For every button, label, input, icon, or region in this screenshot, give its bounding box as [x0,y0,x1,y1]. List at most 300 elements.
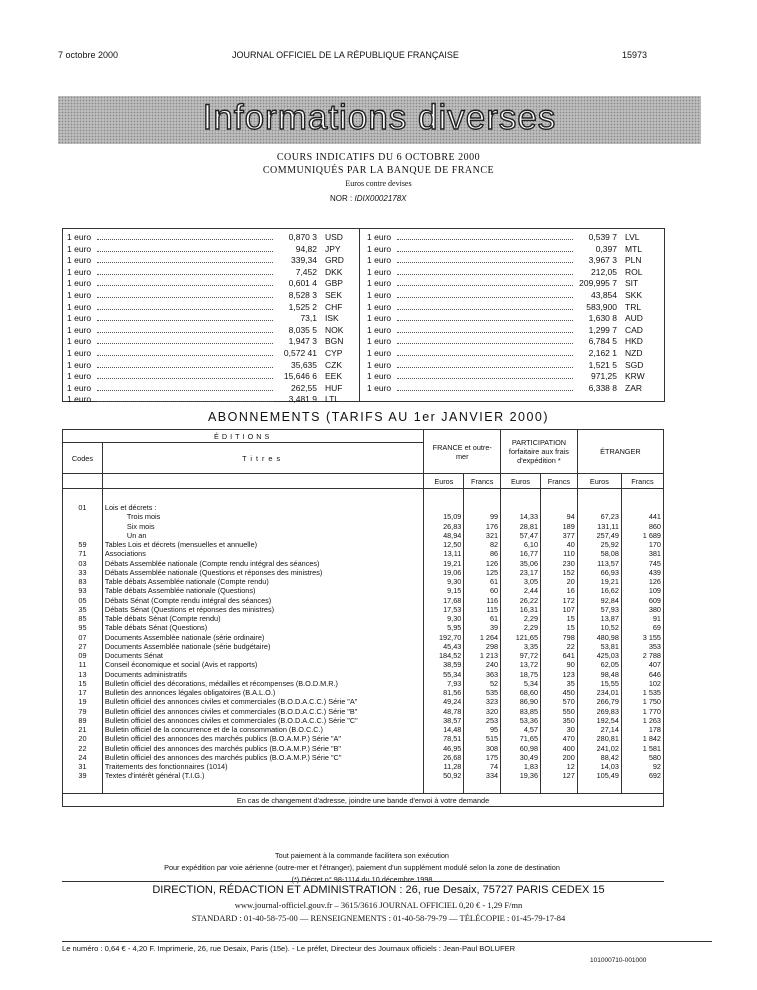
direction-address: DIRECTION, RÉDACTION ET ADMINISTRATION : 26, rue Desaix, 75727 PARIS CEDEX 15 [152,884,605,896]
column-divider [359,229,360,401]
price-cell: 97,72 [519,651,539,660]
euros-subheader: Euros [501,474,541,489]
header-journal-title: JOURNAL OFFICIEL DE LA RÉPUBLIQUE FRANÇAISE [232,50,459,60]
price-cell: 98,48 [600,669,619,679]
price-cell: 38,59 [443,660,462,670]
price-cell: 1 581 [642,743,661,753]
exchange-rate-row [67,302,357,314]
rate-label: 1 euro [367,255,392,266]
price-cell: 17,68 [443,595,462,605]
price-cell: 20 [566,577,575,586]
price-cell: 13,72 [519,660,539,670]
exchange-rate-row [67,394,357,406]
subscription-title: Trois mois [126,512,161,522]
price-cell: 363 [485,669,499,679]
rate-value: 583,900 [586,301,617,312]
subscription-code: 11 [78,660,87,670]
exchange-rate-row [67,325,357,337]
price-cell: 240 [485,660,499,670]
price-cell: 126 [485,558,499,568]
exchange-rate-row [367,278,657,290]
rate-value: 0,397 [595,243,617,254]
currency-code: CAD [625,324,643,335]
rate-label: 1 euro [367,347,392,358]
currency-code: HKD [625,336,643,347]
price-cell: 69 [652,623,661,633]
dot-leader [97,332,273,333]
exchange-rate-row [367,255,657,267]
price-cell: 16 [566,586,575,596]
subscription-code: 83 [78,577,87,586]
subscription-code: 95 [78,623,87,633]
exchange-rate-row [367,313,657,325]
price-cell: 308 [485,743,499,753]
price-cell: 121,65 [515,632,539,642]
price-cell: 692 [648,771,661,781]
price-cell: 192,70 [439,632,462,642]
subscription-code: 20 [78,734,87,744]
dot-leader [97,355,273,356]
subscription-code: 21 [78,725,87,734]
rate-value: 0,539 7 [588,232,617,242]
price-cell: 67,23 [600,512,619,522]
price-cell: 646 [648,669,661,679]
price-cell [426,503,461,512]
subscription-code: 33 [78,567,87,577]
price-cell: 81,56 [443,688,462,697]
price-cell: 78,51 [443,734,462,744]
price-cell: 107 [562,604,575,614]
price-cell: 470 [562,734,575,744]
subscription-title: Tables Lois et décrets (mensuelles et annuelle) [104,540,258,549]
exchange-rate-row [367,244,657,256]
price-cell: 745 [648,558,661,568]
price-cell: 61 [489,577,499,586]
subscription-code: 39 [78,771,87,781]
currency-code: NZD [625,347,643,358]
price-cell: 1 263 [642,715,661,725]
subscription-title: Table débats Sénat (Compte rendu) [104,614,221,623]
dot-leader [397,390,573,391]
subscription-code: 35 [78,604,87,614]
rate-label: 1 euro [67,278,92,289]
currency-code: EEK [325,371,343,382]
price-cell: 170 [648,540,661,549]
exchange-rate-row [367,232,657,244]
price-cell: 14,48 [443,725,462,734]
subscription-title: Un an [126,530,147,540]
price-cell: 172 [562,595,575,605]
rate-value: 94,82 [295,243,317,254]
price-cell: 39 [489,623,499,633]
price-cell [466,503,498,512]
payment-note-2: Pour expédition par voie aérienne (outre-mer et l'étranger), paiement d'un supplément modulé selon la zone de destination [164,863,560,872]
subscription-title: Bulletin officiel des annonces civiles et commerciales (B.O.D.A.C.C.) Série "B" [104,706,358,716]
nor-reference [330,194,407,203]
price-cell: 570 [562,697,575,707]
price-cell: 535 [485,688,499,697]
subscription-title: Bulletin officiel des annonces des marchés publics (B.O.A.M.P.) Série "A" [104,734,342,744]
rate-label: 1 euro [67,394,92,405]
exchange-rate-row [67,232,357,244]
dot-leader [97,320,273,321]
exchange-rate-row [67,290,357,302]
currency-code: KRW [625,371,645,382]
price-cell: 99 [489,512,499,522]
france-header: FRANCE et outre-mer [424,430,501,474]
price-cell: 110 [563,549,575,559]
price-cell: 1 264 [479,632,499,642]
subscriptions-table [62,429,664,807]
price-cell: 131,11 [597,521,619,531]
rate-value: 1,947 3 [288,336,317,347]
price-cell: 18,75 [519,669,539,679]
price-cell: 439 [648,567,661,577]
price-cell: 641 [562,651,575,660]
subscription-code: 31 [78,762,87,771]
price-cell: 13,11 [443,549,462,559]
price-cell: 13,87 [600,614,619,623]
currency-code: DKK [325,266,343,277]
price-cell: 28,81 [519,521,539,531]
currency-code: ROL [625,266,643,277]
subscription-title: Table débats Sénat (Questions) [104,623,208,633]
price-cell: 1 213 [479,651,499,660]
price-cell: 7,93 [447,678,462,688]
price-cell: 35 [566,678,575,688]
subscription-code: 15 [78,678,87,688]
rate-label: 1 euro [67,313,92,324]
price-cell: 19,06 [443,567,462,577]
dot-leader [97,378,273,379]
rate-label: 1 euro [67,301,92,312]
dot-leader [97,239,273,240]
price-cell: 15,09 [443,512,462,522]
price-cell: 15 [566,623,575,633]
price-cell [580,503,619,512]
dot-leader [97,285,273,286]
currency-code: PLN [625,255,642,266]
subscription-title: Table débats Assemblée nationale (Questions) [104,586,256,596]
price-cell: 1 750 [642,697,661,707]
exchange-rate-row [367,325,657,337]
rate-value: 262,55 [291,382,317,393]
dot-leader [97,367,273,368]
rate-label: 1 euro [367,324,392,335]
rate-value: 15,646 6 [283,371,317,382]
price-cell: 125 [485,567,499,577]
price-cell: 91 [652,614,661,623]
price-cell: 23,17 [519,567,539,577]
rate-label: 1 euro [367,289,392,300]
rate-value: 0,870 3 [288,232,317,242]
price-cell: 176 [485,521,499,531]
price-cell: 1,83 [523,762,539,771]
price-cell: 38,57 [443,715,462,725]
subscription-title: Bulletin des annonces légales obligatoires (B.A.L.O.) [104,688,276,697]
dot-leader [397,262,573,263]
dot-leader [397,367,573,368]
subscription-title: Bulletin officiel des annonces des marchés publics (B.O.A.M.P.) Série "C" [104,752,342,762]
price-cell: 184,52 [439,651,462,660]
rate-value: 339,34 [291,255,317,266]
header-page-number: 15973 [622,50,648,60]
currency-code: CZK [325,359,342,370]
rate-label: 1 euro [67,336,92,347]
price-cell [624,503,661,512]
exchange-rate-row [67,244,357,256]
price-cell: 152 [562,567,575,577]
currency-code: ZAR [625,382,642,393]
price-cell: 189 [562,521,575,531]
price-cell: 450 [562,688,575,697]
price-cell: 19,21 [600,577,619,586]
price-cell: 55,34 [443,669,462,679]
editions-header: ÉDITIONS [63,430,424,443]
dot-leader [97,390,273,391]
exchange-rate-row [367,348,657,360]
price-cell: 2,29 [523,614,539,623]
price-cell: 9,15 [447,586,462,596]
price-cell: 16,31 [519,604,539,614]
price-cell [543,503,575,512]
price-cell: 2 788 [642,651,661,660]
subscription-code: 03 [78,558,87,568]
price-cell: 377 [562,530,575,540]
price-cell: 16,62 [600,586,619,596]
price-cell: 234,01 [596,688,619,697]
currency-code: SGD [625,359,644,370]
rate-label: 1 euro [367,278,392,289]
price-cell: 6,10 [523,540,539,549]
price-cell: 860 [648,521,661,531]
price-cell: 45,43 [443,641,462,651]
price-cell: 4,57 [523,725,539,734]
rate-label: 1 euro [67,289,92,300]
subscription-code: 27 [78,641,87,651]
exchange-rate-row [367,371,657,383]
price-cell: 425,03 [596,651,619,660]
rate-value: 3,481 9 [288,394,317,405]
dot-leader [397,251,573,252]
price-cell: 253 [485,715,499,725]
subscription-title: Table débats Assemblée nationale (Compte rendu) [104,577,269,586]
price-cell: 380 [648,604,661,614]
dot-leader [97,343,273,344]
currency-code: NOK [325,324,344,335]
price-cell: 27,14 [600,725,619,734]
dot-leader [397,309,573,310]
price-cell: 350 [562,715,575,725]
price-cell: 92,84 [600,595,619,605]
subscription-title: Débats Sénat (Compte rendu intégral des séances) [104,595,272,605]
price-cell: 798 [562,632,575,642]
price-cell: 10,52 [600,623,619,633]
rate-label: 1 euro [367,371,392,382]
price-cell: 12,50 [443,540,462,549]
subscription-code [65,512,100,521]
subscription-code: 59 [78,540,87,549]
subscription-code [65,522,100,531]
subscription-title: Lois et décrets : [104,503,157,512]
price-cell: 2,29 [523,623,539,633]
rate-label: 1 euro [367,359,392,370]
rate-value: 3,967 3 [588,255,617,266]
subscription-title: Débats Sénat (Questions et réponses des ministres) [104,604,275,614]
rates-heading-1: COURS INDICATIFS DU 6 OCTOBRE 2000 [276,152,481,163]
price-cell: 127 [562,771,575,781]
direction-web: www.journal-officiel.gouv.fr – 3615/3616 JOURNAL OFFICIEL 0,20 € - 1,29 F/mn [234,900,523,910]
dot-leader [397,297,573,298]
rate-value: 1,525 2 [288,301,317,312]
price-cell: 26,22 [519,595,539,605]
exchange-rate-row [67,383,357,395]
subscription-title: Bulletin officiel des décorations, médailles et récompenses (B.O.D.M.R.) [104,678,338,688]
exchange-rate-row [67,278,357,290]
price-cell: 241,02 [596,743,619,753]
price-cell: 53,81 [600,641,619,651]
imprint-line: Le numéro : 0,64 € - 4,20 F. Imprimerie, 26, rue Desaix, Paris (15e). - Le préfet, Directeur des Journaux officiels : Jean-Paul BOLUFER [62,944,516,953]
rate-label: 1 euro [67,266,92,277]
rate-label: 1 euro [367,382,392,393]
price-cell: 15 [566,614,575,623]
rate-value: 209,995 7 [579,278,617,289]
price-cell: 68,60 [519,688,539,697]
titres-header: Titres [102,443,423,474]
bottom-rule [62,941,712,942]
price-cell: 109 [648,586,661,596]
subscription-title: Six mois [126,521,155,531]
price-cell: 50,92 [443,771,462,781]
price-cell: 9,30 [447,614,462,623]
price-cell: 3 155 [642,632,661,642]
price-cell: 1 535 [642,688,661,697]
price-cell: 1 689 [642,530,661,540]
subscription-title: Documents Assemblée nationale (série ordinaire) [104,632,265,642]
price-cell: 550 [562,706,575,716]
dot-leader [397,274,573,275]
currency-code: SKK [625,289,643,300]
subscription-code [65,531,100,540]
subscription-title: Conseil économique et social (Avis et rapports) [104,660,258,670]
subscription-code: 71 [78,549,87,559]
subscription-title: Bulletin officiel des annonces civiles et commerciales (B.O.D.A.C.C.) Série "A" [104,697,358,707]
subscription-code: 85 [78,614,87,623]
exchange-rate-row [67,267,357,279]
price-cell: 192,54 [596,715,619,725]
price-cell: 1 770 [642,706,661,716]
price-cell: 407 [648,660,661,670]
subscriptions-title: ABONNEMENTS (TARIFS AU 1er JANVIER 2000) [207,410,550,424]
francs-subheader: Francs [541,474,578,489]
rate-label: 1 euro [67,255,92,266]
price-cell: 113,57 [597,558,619,568]
price-cell: 22 [566,641,575,651]
price-cell: 115 [486,604,499,614]
rate-value: 1,299 7 [588,324,617,335]
exchange-rate-row [367,336,657,348]
direction-phones: STANDARD : 01-40-58-75-00 — RENSEIGNEMENTS : 01-40-58-79-79 — TÉLÉCOPIE : 01-45-79-17-84 [191,913,566,923]
price-cell: 61 [489,614,499,623]
price-cell: 381 [648,549,661,559]
price-cell: 2,44 [523,586,539,596]
subscription-title: Documents administratifs [104,669,187,679]
rate-value: 971,25 [591,371,617,382]
price-cell: 92 [652,762,661,771]
currency-code: BGN [325,336,344,347]
price-cell: 323 [485,697,499,707]
currency-code: SIT [625,278,639,289]
exchange-rate-row [367,290,657,302]
price-cell: 266,79 [596,697,619,707]
price-cell: 5,95 [447,623,462,633]
exchange-rates-box [62,228,665,405]
price-cell: 86 [489,549,499,559]
rate-value: 6,338 8 [588,382,617,393]
subscription-title: Bulletin officiel des annonces des marchés publics (B.O.A.M.P.) Série "B" [104,743,342,753]
price-cell: 123 [562,669,575,679]
rate-value: 0,572 41 [283,347,317,358]
price-cell: 1 842 [642,734,661,744]
rate-label: 1 euro [67,371,92,382]
price-cell: 66,93 [600,567,619,577]
price-cell: 105,49 [596,771,619,781]
currency-code: GRD [325,255,344,266]
dot-leader [97,251,273,252]
participation-header: PARTICIPATION forfaitaire aux frais d'expédition * [501,430,578,474]
rate-value: 0,601 4 [288,278,317,289]
address-change-note: En cas de changement d'adresse, joindre une bande d'envoi à votre demande [63,794,664,807]
price-cell: 12 [566,762,575,771]
rate-label: 1 euro [67,324,92,335]
rate-value: 6,784 5 [588,336,617,347]
exchange-rate-row [367,267,657,279]
etranger-header: ÉTRANGER [577,430,663,474]
price-cell: 74 [489,762,499,771]
currency-code: USD [325,232,343,242]
currency-code: AUD [625,313,643,324]
price-cell: 82 [489,540,499,549]
dot-leader [97,401,273,402]
exchange-rate-row [67,336,357,348]
price-cell: 57,93 [600,604,619,614]
subscription-title: Bulletin officiel de la concurrence et de la consommation (B.O.C.C.) [104,725,323,734]
price-cell [503,503,538,512]
dot-leader [97,297,273,298]
price-cell: 269,83 [596,706,619,716]
price-cell: 48,78 [443,706,462,716]
price-cell: 16,77 [519,549,539,559]
subscription-title: Débats Assemblée nationale (Questions et réponses des ministres) [104,567,323,577]
price-cell: 57,47 [519,530,539,540]
price-cell: 480,98 [596,632,619,642]
rate-label: 1 euro [367,243,392,254]
price-cell: 58,08 [600,549,619,559]
currency-code: MTL [625,243,642,254]
price-cell: 60 [489,586,499,596]
currency-code: HUF [325,382,343,393]
price-cell: 5,34 [523,678,539,688]
rate-value: 73,1 [300,313,317,324]
price-cell: 48,94 [443,530,462,540]
dot-leader [397,239,573,240]
price-cell: 609 [648,595,661,605]
exchange-rate-row [367,383,657,395]
price-cell: 178 [648,725,661,734]
decree-note: (*) Décret n° 98-1114 du 10 décembre 1998 [291,875,433,884]
subscription-title: Débats Assemblée nationale (Compte rendu intégral des séances) [104,558,320,568]
price-cell: 257,49 [596,530,619,540]
